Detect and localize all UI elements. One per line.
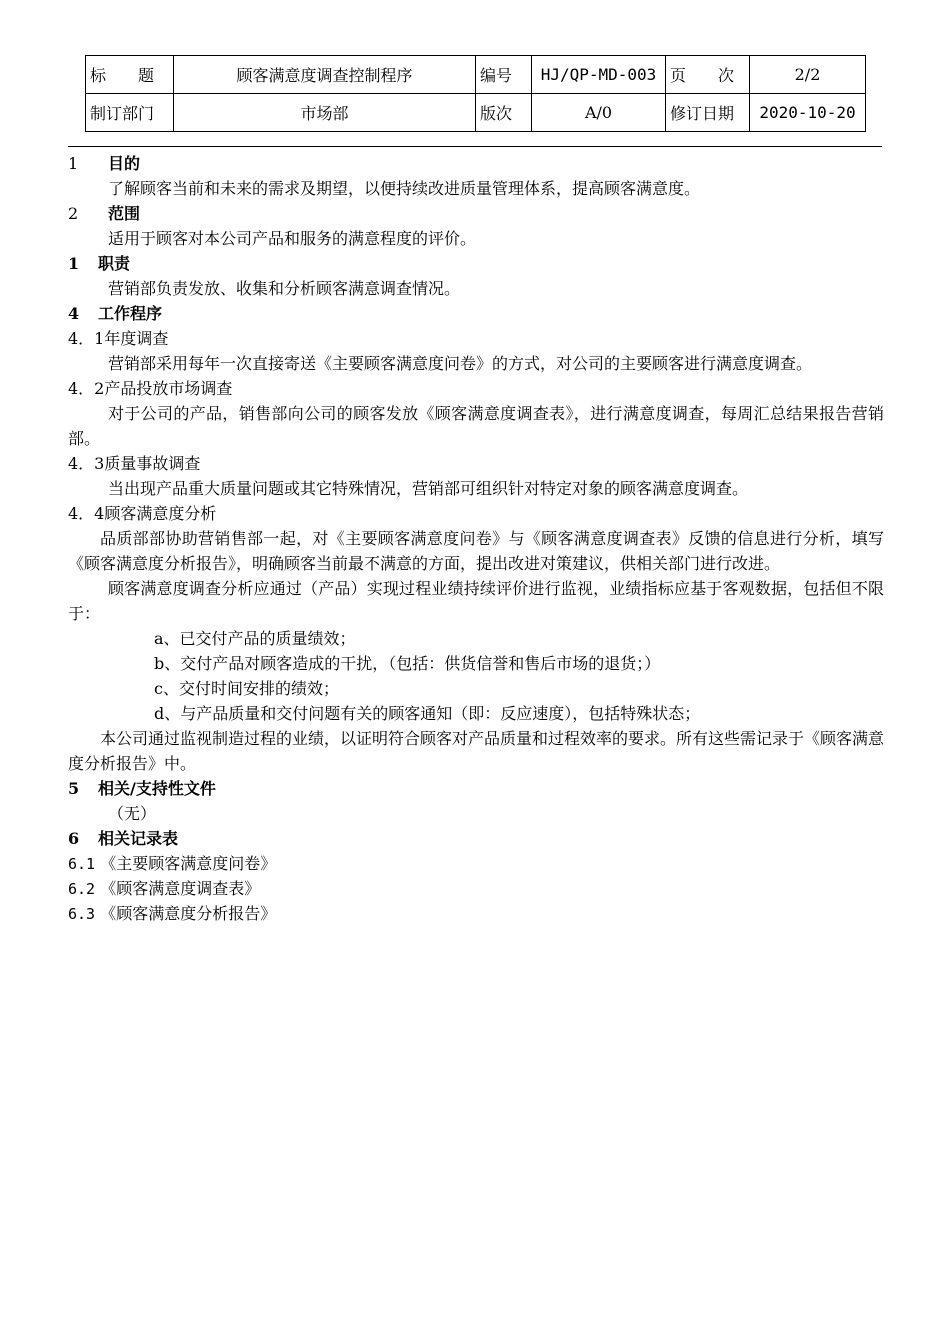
section-title: 范围: [108, 204, 141, 223]
dept-value: 市场部: [174, 94, 476, 132]
subsection-4-4-text-2: 顾客满意度调查分析应通过（产品）实现过程业绩持续评价进行监视，业绩指标应基于客观数据，包括但不限于：: [68, 579, 884, 623]
version-label: 版次: [476, 94, 532, 132]
list-item: d、与产品质量和交付问题有关的顾客通知（即：反应速度），包括特殊状态；: [154, 704, 701, 723]
record-item: [68, 876, 884, 901]
document-body: [68, 151, 884, 926]
section-number: 6: [68, 829, 80, 848]
subsection-4-3-text: 当出现产品重大质量问题或其它特殊情况，营销部可组织针对特定对象的顾客满意度调查。: [108, 479, 749, 498]
section-6-heading: [68, 826, 884, 851]
title-label: 标 题: [86, 56, 174, 94]
record-number: 6.1: [68, 855, 96, 873]
record-title: 《顾客满意度调查表》: [100, 879, 261, 898]
revision-date-value: 2020-10-20: [750, 94, 866, 132]
section-title: 相关/支持性文件: [98, 779, 216, 798]
list-item: a、已交付产品的质量绩效；: [154, 629, 356, 648]
subsection-4-2-title: 4．2产品投放市场调查: [68, 379, 233, 398]
section-title: 目的: [108, 154, 141, 173]
section-2-text: 适用于顾客对本公司产品和服务的满意程度的评价。: [108, 229, 477, 248]
section-number: 1: [68, 154, 79, 173]
version-value: A/0: [532, 94, 666, 132]
revision-date-label: 修订日期: [666, 94, 750, 132]
code-value: HJ/QP-MD-003: [532, 56, 666, 94]
section-3-heading: [68, 251, 884, 276]
title-value: 顾客满意度调查控制程序: [174, 56, 476, 94]
subsection-4-4-title: 4．4顾客满意度分析: [68, 504, 217, 523]
header-row-1: [86, 56, 866, 94]
section-4-heading: [68, 301, 884, 326]
record-title: 《主要顾客满意度问卷》: [100, 854, 277, 873]
page-value: 2/2: [750, 56, 866, 94]
document-header-table: [85, 55, 866, 132]
section-5-heading: [68, 776, 884, 801]
section-title: 工作程序: [98, 304, 163, 323]
record-number: 6.2: [68, 880, 96, 898]
subsection-4-4-text-1: 品质部部协助营销售部一起，对《主要顾客满意度问卷》与《顾客满意度调查表》反馈的信息进行分析，填写《顾客满意度分析报告》，明确顾客当前最不满意的方面，提出改进对策建议，供相关部门进行改进。: [68, 529, 884, 573]
header-divider: [68, 146, 882, 147]
record-title: 《顾客满意度分析报告》: [100, 904, 277, 923]
section-number: 1: [68, 254, 80, 273]
section-number: 2: [68, 204, 79, 223]
subsection-4-1-text: 营销部采用每年一次直接寄送《主要顾客满意度问卷》的方式，对公司的主要顾客进行满意度调查。: [108, 354, 813, 373]
section-number: 4: [68, 304, 80, 323]
record-item: [68, 851, 884, 876]
section-title: 职责: [98, 254, 131, 273]
page-label: [666, 56, 750, 94]
header-row-2: [86, 94, 866, 132]
page-label-a: 页: [670, 66, 687, 85]
subsection-4-2-text: 对于公司的产品，销售部向公司的顾客发放《顾客满意度调查表》，进行满意度调查，每周汇总结果报告营销部。: [68, 404, 884, 448]
section-number: 5: [68, 779, 80, 798]
subsection-4-4-text-3: 本公司通过监视制造过程的业绩，以证明符合顾客对产品质量和过程效率的要求。所有这些需记录于《顾客满意度分析报告》中。: [68, 729, 885, 773]
section-5-text: （无）: [108, 804, 157, 823]
subsection-4-3-title: 4．3质量事故调查: [68, 454, 201, 473]
record-number: 6.3: [68, 905, 96, 923]
section-3-text: 营销部负责发放、收集和分析顾客满意调查情况。: [108, 279, 461, 298]
dept-label: 制订部门: [86, 94, 174, 132]
page-label-b: 次: [717, 66, 734, 85]
list-item: b、交付产品对顾客造成的干扰，（包括：供货信誉和售后市场的退货；）: [154, 654, 661, 673]
section-title: 相关记录表: [98, 829, 179, 848]
subsection-4-1-title: 4．1年度调查: [68, 329, 169, 348]
section-1-heading: [68, 151, 884, 176]
list-item: c、交付时间安排的绩效；: [154, 679, 339, 698]
record-item: [68, 901, 884, 926]
section-2-heading: [68, 201, 884, 226]
section-1-text: 了解顾客当前和未来的需求及期望，以便持续改进质量管理体系，提高顾客满意度。: [108, 179, 701, 198]
code-label: 编号: [476, 56, 532, 94]
